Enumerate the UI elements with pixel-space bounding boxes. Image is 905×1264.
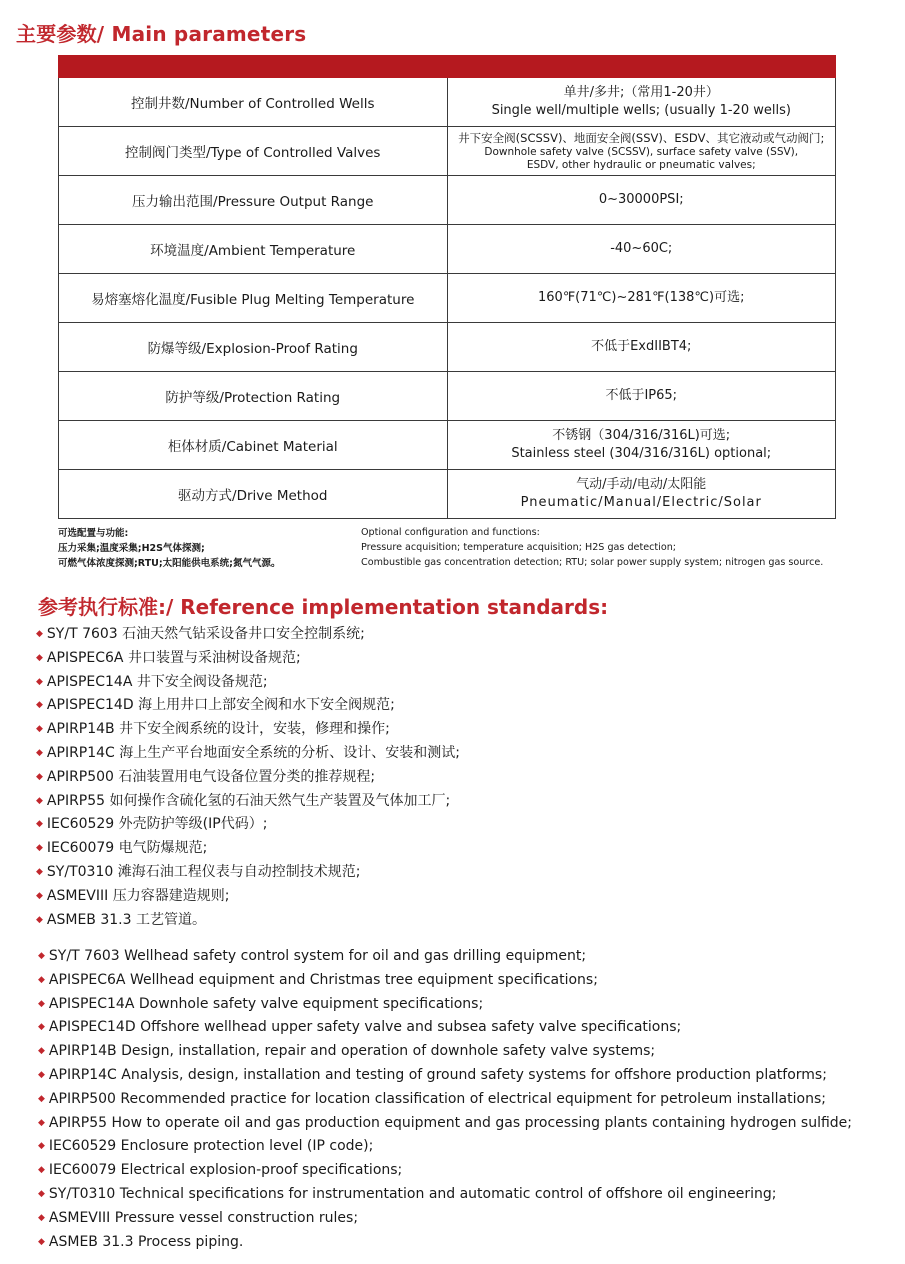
- standard-text: APISPEC6A 井口装置与采油树设备规范;: [46, 649, 301, 666]
- table-row: [59, 78, 836, 127]
- standard-text: APIRP500 石油装置用电气设备位置分类的推荐规程;: [46, 768, 376, 785]
- list-item: [36, 790, 460, 814]
- diamond-bullet-icon: ◆: [36, 652, 43, 663]
- diamond-bullet-icon: ◆: [38, 1188, 45, 1199]
- list-item: [36, 671, 460, 695]
- list-item: [38, 1064, 852, 1088]
- standards-list-en: [38, 945, 852, 1254]
- list-item: [36, 885, 460, 909]
- table-row: [59, 421, 836, 470]
- list-item: [38, 1135, 852, 1159]
- diamond-bullet-icon: ◆: [36, 676, 43, 687]
- param-value: 不锈钢（304/316/316L)可选; Stainless steel (304/316/316L) optional;: [447, 421, 836, 470]
- diamond-bullet-icon: ◆: [36, 771, 43, 782]
- diamond-bullet-icon: ◆: [36, 795, 43, 806]
- list-item: [38, 1231, 852, 1255]
- param-label: 柜体材质/Cabinet Material: [59, 421, 448, 470]
- list-item: [38, 1207, 852, 1231]
- standard-text: APISPEC6A Wellhead equipment and Christmas tree equipment specifications;: [48, 971, 598, 988]
- table-header-bar: [59, 56, 836, 78]
- standard-text: SY/T 7603 Wellhead safety control system for oil and gas drilling equipment;: [48, 948, 587, 964]
- param-label: 防爆等级/Explosion-Proof Rating: [59, 323, 448, 372]
- list-item: [38, 1183, 852, 1207]
- param-label: 防护等级/Protection Rating: [59, 372, 448, 421]
- standard-text: SY/T0310 滩海石油工程仪表与自动控制技术规范;: [46, 863, 361, 880]
- param-value: 气动/手动/电动/太阳能 Pneumatic/Manual/Electric/Solar: [447, 470, 836, 519]
- diamond-bullet-icon: ◆: [36, 914, 43, 925]
- list-item: [38, 969, 852, 993]
- param-value: 单井/多井;（常用1-20井） Single well/multiple wells; (usually 1-20 wells): [447, 78, 836, 127]
- list-item: [36, 623, 460, 647]
- standard-text: ASMEB 31.3 工艺管道。: [46, 911, 206, 928]
- param-value: 0~30000PSI;: [447, 176, 836, 225]
- standard-text: APIRP14C 海上生产平台地面安全系统的分析、设计、安装和测试;: [46, 744, 460, 761]
- diamond-bullet-icon: ◆: [36, 700, 43, 711]
- standard-text: ASMEVIII Pressure vessel construction rules;: [48, 1209, 359, 1226]
- list-item: [38, 1112, 852, 1136]
- diamond-bullet-icon: ◆: [36, 843, 43, 854]
- standards-list-cn: [36, 623, 460, 932]
- reference-standards-title: 参考执行标准:/ Reference implementation standards:: [38, 595, 609, 619]
- diamond-bullet-icon: ◆: [38, 1236, 45, 1247]
- param-value: -40~60C;: [447, 225, 836, 274]
- param-value: 不低于IP65;: [447, 372, 836, 421]
- param-value: 井下安全阀(SCSSV)、地面安全阀(SSV)、ESDV、其它液动或气动阀门; Downhole safety valve (SCSSV), surface safety valve (SSV), ESDV, other hydraulic or pneumatic valves;: [447, 127, 836, 176]
- diamond-bullet-icon: ◆: [38, 1212, 45, 1223]
- diamond-bullet-icon: ◆: [38, 951, 45, 961]
- list-item: [38, 993, 852, 1017]
- list-item: [38, 1088, 852, 1112]
- table-row: [59, 323, 836, 372]
- standard-text: APIRP14C Analysis, design, installation and testing of ground safety systems for offshore production platforms;: [48, 1066, 827, 1083]
- diamond-bullet-icon: ◆: [36, 747, 43, 758]
- diamond-bullet-icon: ◆: [38, 1093, 45, 1104]
- list-item: [36, 813, 460, 837]
- optional-config-en: Optional configuration and functions: Pressure acquisition; temperature acquisition; H2S gas detection; Combustible gas concentration detection; RTU; solar power supply system; nitrogen gas source.: [361, 527, 824, 568]
- list-item: [38, 945, 852, 969]
- table-row: [59, 176, 836, 225]
- diamond-bullet-icon: ◆: [38, 1069, 45, 1080]
- diamond-bullet-icon: ◆: [38, 1046, 45, 1057]
- standard-text: APISPEC14A 井下安全阀设备规范;: [46, 673, 268, 690]
- optional-config-cn: 可选配置与功能: 压力采集;温度采集;H2S气体探测; 可燃气体浓度探测;RTU;太阳能供电系统;氮气气源。: [58, 528, 281, 569]
- param-label: 环境温度/Ambient Temperature: [59, 225, 448, 274]
- diamond-bullet-icon: ◆: [36, 629, 43, 639]
- list-item: [36, 837, 460, 861]
- standard-text: SY/T 7603 石油天然气钻采设备井口安全控制系统;: [46, 626, 365, 642]
- diamond-bullet-icon: ◆: [36, 724, 43, 735]
- list-item: [38, 1040, 852, 1064]
- standard-text: APISPEC14A Downhole safety valve equipment specifications;: [48, 995, 484, 1012]
- standard-text: ASMEB 31.3 Process piping.: [48, 1233, 244, 1250]
- table-row: [59, 225, 836, 274]
- table-row: [59, 372, 836, 421]
- parameters-table: [58, 55, 836, 519]
- table-row: [59, 470, 836, 519]
- standard-text: IEC60079 电气防爆规范;: [46, 840, 208, 857]
- param-label: 压力输出范围/Pressure Output Range: [59, 176, 448, 225]
- list-item: [36, 694, 460, 718]
- standard-text: APISPEC14D Offshore wellhead upper safety valve and subsea safety valve specifications;: [48, 1019, 682, 1036]
- standard-text: IEC60079 Electrical explosion-proof specifications;: [48, 1162, 403, 1179]
- main-parameters-title: 主要参数/ Main parameters: [16, 22, 307, 46]
- standard-text: APISPEC14D 海上用井口上部安全阀和水下安全阀规范;: [46, 697, 395, 714]
- diamond-bullet-icon: ◆: [38, 998, 45, 1009]
- list-item: [36, 909, 460, 933]
- diamond-bullet-icon: ◆: [38, 1165, 45, 1176]
- standard-text: SY/T0310 Technical specifications for instrumentation and automatic control of offshore oil engineering;: [48, 1185, 777, 1202]
- list-item: [36, 861, 460, 885]
- diamond-bullet-icon: ◆: [36, 819, 43, 830]
- list-item: [38, 1159, 852, 1183]
- list-item: [36, 766, 460, 790]
- diamond-bullet-icon: ◆: [36, 866, 43, 877]
- param-label: 易熔塞熔化温度/Fusible Plug Melting Temperature: [59, 274, 448, 323]
- param-label: 驱动方式/Drive Method: [59, 470, 448, 519]
- diamond-bullet-icon: ◆: [38, 974, 45, 985]
- list-item: [38, 1016, 852, 1040]
- standard-text: APIRP14B Design, installation, repair and operation of downhole safety valve systems;: [48, 1043, 656, 1060]
- diamond-bullet-icon: ◆: [38, 1141, 45, 1152]
- param-value: 不低于ExdIIBT4;: [447, 323, 836, 372]
- param-label: 控制井数/Number of Controlled Wells: [59, 78, 448, 127]
- diamond-bullet-icon: ◆: [36, 890, 43, 901]
- table-row: [59, 274, 836, 323]
- standard-text: IEC60529 Enclosure protection level (IP code);: [48, 1138, 374, 1155]
- standard-text: APIRP500 Recommended practice for location classification of electrical equipment for petroleum installations;: [48, 1090, 826, 1107]
- table-row: [59, 127, 836, 176]
- param-label: 控制阀门类型/Type of Controlled Valves: [59, 127, 448, 176]
- standard-text: IEC60529 外壳防护等级(IP代码）;: [46, 816, 268, 833]
- list-item: [36, 647, 460, 671]
- list-item: [36, 742, 460, 766]
- diamond-bullet-icon: ◆: [38, 1022, 45, 1033]
- list-item: [36, 718, 460, 742]
- standard-text: APIRP55 如何操作含硫化氢的石油天然气生产装置及气体加工厂;: [46, 792, 451, 809]
- param-value: 160℉(71℃)~281℉(138℃)可选;: [447, 274, 836, 323]
- diamond-bullet-icon: ◆: [38, 1117, 45, 1128]
- standard-text: APIRP55 How to operate oil and gas production equipment and gas processing plants containing hydrogen sulfide;: [48, 1114, 852, 1131]
- standard-text: ASMEVIII 压力容器建造规则;: [46, 887, 230, 904]
- standard-text: APIRP14B 井下安全阀系统的设计，安装，修理和操作;: [46, 721, 390, 738]
